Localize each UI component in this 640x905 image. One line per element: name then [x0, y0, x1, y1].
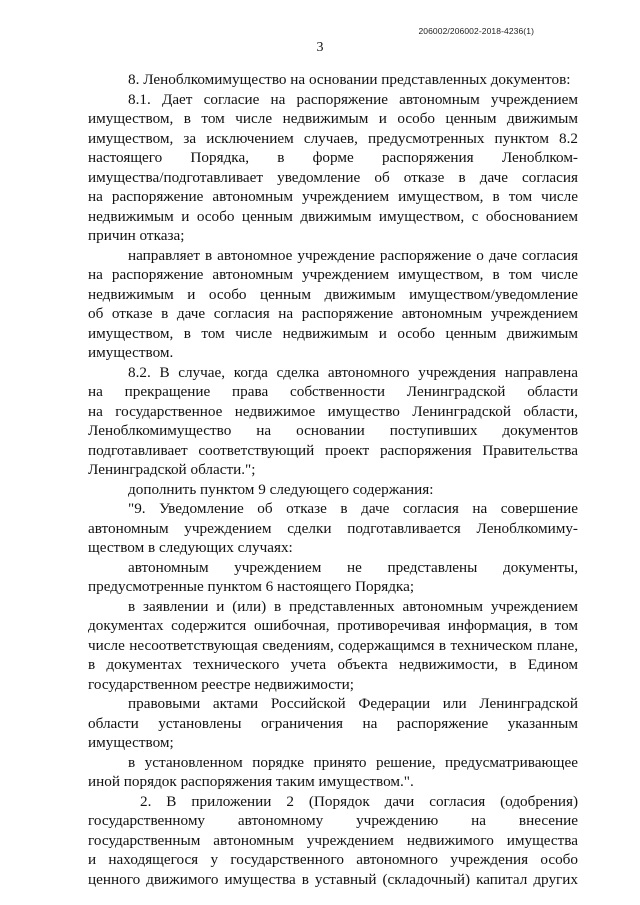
text-line: недвижимым и особо ценным движимым имуществом/уведомление — [88, 285, 578, 303]
text-line: имуществом; — [88, 734, 174, 751]
text-line: имущества/подготавливает уведомление об отказе в даче согласия — [88, 168, 578, 186]
text-line: дополнить пунктом 9 следующего содержания: — [128, 480, 434, 498]
text-line: направляет в автономное учреждение распоряжение о даче согласия — [128, 246, 578, 264]
text-line: 8.1. Дает согласие на распоряжение автономным учреждением — [128, 90, 578, 108]
text-line: Ленинградской области."; — [88, 461, 256, 478]
text-line: в установленном порядке принято решение, предусматривающее — [128, 753, 578, 771]
text-line: ценного движимого имущества в уставный (складочный) капитал других — [88, 870, 578, 888]
text-line: имуществом. — [88, 344, 174, 361]
text-line: "9. Уведомление об отказе в даче согласия на совершение — [128, 500, 578, 517]
text-line: иной порядок распоряжения таким имуществом.". — [88, 773, 414, 790]
text-line: государственным автономным учреждением недвижимого имущества — [88, 831, 578, 849]
text-line: на распоряжение автономным учреждением имуществом, в том числе — [88, 266, 578, 283]
text-line: числе несоответствующая сведениям, содержащимся в техническом плане, — [88, 636, 578, 654]
text-line: правовыми актами Российской Федерации или Ленинградской — [128, 695, 578, 712]
text-line: ществом в следующих случаях: — [88, 539, 293, 556]
text-line: и находящегося у государственного автономного учреждения особо — [88, 851, 578, 868]
text-line: 8. Леноблкомимущество на основании представленных документов: — [128, 71, 571, 88]
document-body — [88, 70, 578, 889]
text-line: предусмотренные пунктом 6 настоящего Порядка; — [88, 578, 415, 595]
text-line: настоящего Порядка, в форме распоряжения Леноблком- — [88, 149, 578, 166]
text-line: области установлены ограничения на распоряжение указанным — [88, 714, 578, 732]
text-line: 2. В приложении 2 (Порядок дачи согласия (одобрения) — [140, 792, 578, 810]
text-line: документах содержится ошибочная, противоречивая информация, в том — [88, 617, 578, 634]
text-line: на государственное недвижимое имущество Ленинградской области, — [88, 402, 578, 420]
text-line: автономным учреждением не представлены документы, — [128, 558, 578, 576]
text-line: государственном реестре недвижимости; — [88, 675, 355, 693]
text-line: имуществом, в том числе недвижимым и особо ценным движимым — [88, 110, 578, 127]
text-line: на распоряжение автономным учреждением имуществом, в том числе — [88, 188, 578, 205]
text-line: подготавливает соответствующий проект распоряжения Правительства — [88, 441, 578, 459]
text-line: 8.2. В случае, когда сделка автономного учреждения направлена — [128, 363, 578, 381]
text-line: имуществом, в том числе недвижимым и особо ценным движимым — [88, 324, 578, 342]
text-line: имуществом, за исключением случаев, предусмотренных пунктом 8.2 — [88, 129, 578, 147]
text-line: на прекращение права собственности Ленинградской области — [88, 383, 578, 400]
page-number: 3 — [316, 40, 324, 55]
text-line: автономным учреждением сделки подготавливается Леноблкомиму- — [88, 519, 578, 537]
document-id: 206002/206002-2018-4236(1) — [418, 26, 534, 36]
text-line: в заявлении и (или) в представленных автономным учреждением — [128, 597, 578, 615]
text-line: недвижимым и особо ценным движимым имуществом, с обоснованием — [88, 207, 578, 225]
text-line: Леноблкомимущество на основании поступивших документов — [88, 422, 578, 439]
text-line: в документах технического учета объекта недвижимости, в Едином — [88, 656, 578, 673]
text-line: государственному автономному учреждению на внесение — [88, 812, 578, 829]
text-line: причин отказа; — [88, 227, 185, 244]
text-line: об отказе в даче согласия на распоряжение автономным учреждением — [88, 305, 578, 322]
